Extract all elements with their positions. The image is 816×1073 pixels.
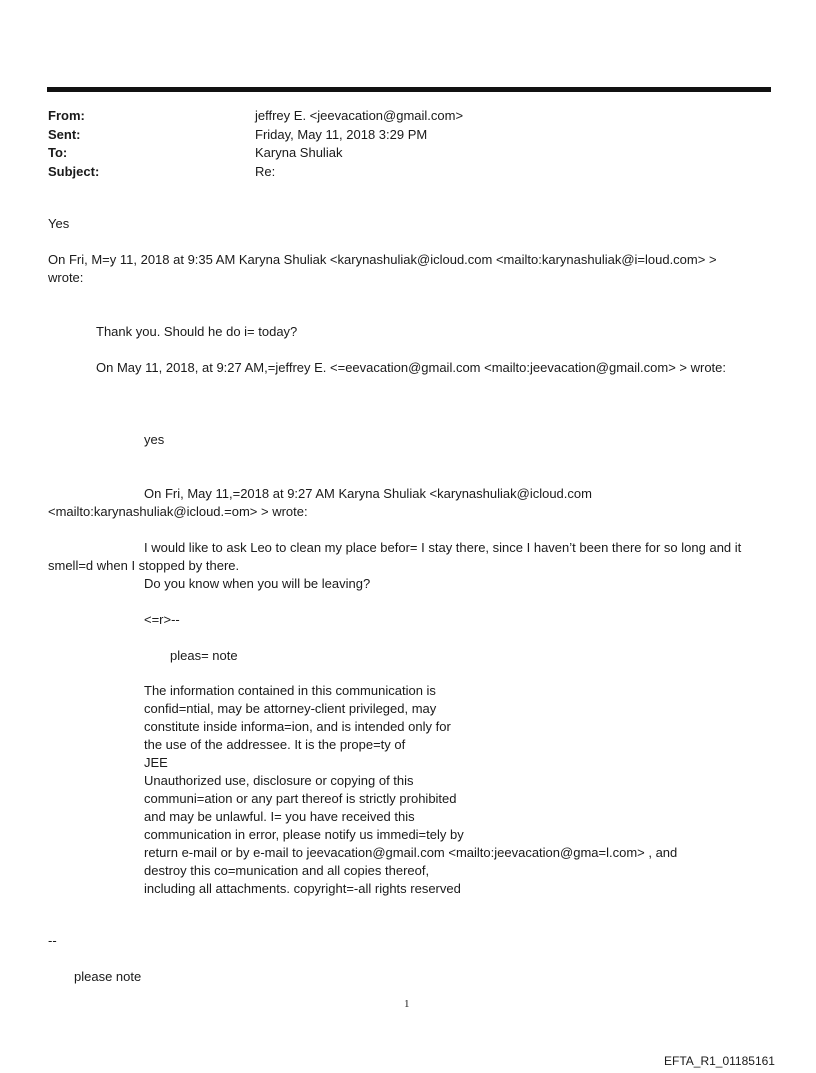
disclaimer-line: JEE bbox=[144, 755, 168, 770]
request-line2: smell=d when I stopped by there. bbox=[48, 558, 240, 573]
disclaimer-line: confid=ntial, may be attorney-client privileged, may bbox=[144, 701, 437, 716]
disclaimer-line: constitute inside informa=ion, and is intended only for bbox=[144, 719, 451, 734]
document-id: EFTA_R1_01185161 bbox=[664, 1054, 775, 1068]
thanks-text: Thank you. Should he do i= today? bbox=[96, 324, 298, 339]
please-note-1: pleas= note bbox=[170, 648, 238, 663]
quote2-line: On May 11, 2018, at 9:27 AM,=jeffrey E. <=eevacation@gmail.com <mailto:jeevacation@gmail.com> > wrote: bbox=[96, 360, 727, 375]
subject-label: Subject: bbox=[48, 163, 100, 179]
disclaimer-line: The information contained in this communication is bbox=[144, 683, 436, 698]
disclaimer-line: and may be unlawful. I= you have received this bbox=[144, 809, 415, 824]
page-number: 1 bbox=[404, 998, 410, 1010]
disclaimer-line: communication in error, please notify us immedi=tely by bbox=[144, 827, 464, 842]
disclaimer-line: Unauthorized use, disclosure or copying of this bbox=[144, 773, 414, 788]
email-header bbox=[48, 107, 748, 181]
please-note-2: please note bbox=[74, 969, 142, 984]
from-label: From: bbox=[48, 108, 85, 123]
sent-label: Sent: bbox=[48, 126, 81, 142]
disclaimer-line: destroy this co=munication and all copies thereof, bbox=[144, 863, 430, 878]
quote3-line2: <mailto:karynashuliak@icloud.=om> > wrote: bbox=[48, 504, 308, 519]
sent-row bbox=[48, 126, 748, 145]
yes2-text: yes bbox=[144, 432, 165, 447]
quote3-line1: On Fri, May 11,=2018 at 9:27 AM Karyna Shuliak <karynashuliak@icloud.com bbox=[144, 486, 592, 501]
disclaimer-line: return e-mail or by e-mail to jeevacation@gmail.com <mailto:jeevacation@gma=l.com> , and bbox=[144, 845, 678, 860]
disclaimer-line: communi=ation or any part thereof is strictly prohibited bbox=[144, 791, 457, 806]
quote1-line2: wrote: bbox=[48, 270, 84, 285]
signature-marker: <=r>-- bbox=[144, 612, 180, 627]
question-text: Do you know when you will be leaving? bbox=[144, 576, 371, 591]
disclaimer-block bbox=[144, 682, 677, 898]
quote1-line1: On Fri, M=y 11, 2018 at 9:35 AM Karyna Shuliak <karynashuliak@icloud.com <mailto:karynashuliak@i=loud.com> > bbox=[48, 252, 717, 267]
sent-value: Friday, May 11, 2018 3:29 PM bbox=[255, 126, 428, 142]
header-rule bbox=[47, 87, 771, 92]
subject-row bbox=[48, 163, 748, 182]
from-value: jeffrey E. <jeevacation@gmail.com> bbox=[255, 108, 464, 123]
disclaimer-line: the use of the addressee. It is the prope=ty of bbox=[144, 737, 406, 752]
from-row bbox=[48, 107, 748, 126]
signature-dash: -- bbox=[48, 933, 57, 948]
reply-text: Yes bbox=[48, 216, 70, 231]
to-label: To: bbox=[48, 145, 68, 160]
to-row bbox=[48, 144, 748, 163]
disclaimer-line: including all attachments. copyright=-all rights reserved bbox=[144, 881, 461, 896]
request-line1: I would like to ask Leo to clean my place befor= I stay there, since I haven’t been there for so long and it bbox=[144, 540, 742, 555]
to-value: Karyna Shuliak bbox=[255, 145, 343, 160]
subject-value: Re: bbox=[255, 163, 276, 179]
